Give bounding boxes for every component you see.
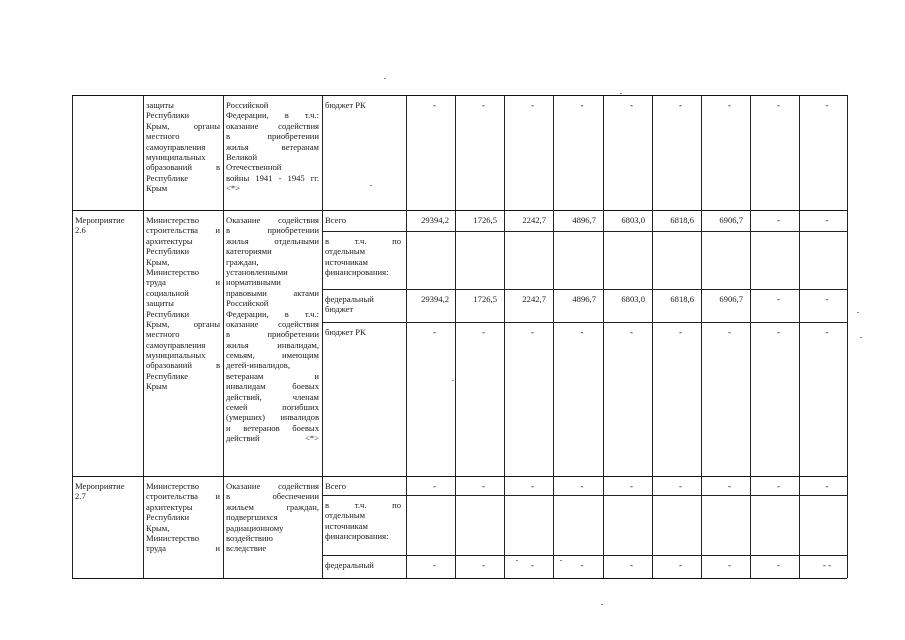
table-grid-line (799, 95, 800, 578)
measure-content-text-line: в приобретении (226, 329, 319, 340)
table-grid-line (322, 231, 847, 232)
executor-text-line: Министерство (146, 481, 199, 491)
executor-text-line: Министерство (146, 215, 199, 225)
year-value: 6906,7 (719, 215, 743, 225)
year-value: 6906,7 (719, 294, 743, 304)
measure-content-text-line: жилья инвалидам, (226, 339, 319, 350)
year-value: - (728, 327, 731, 337)
funding-source-line: Всего (325, 481, 347, 491)
scan-speck (860, 337, 862, 338)
year-value: 6818,6 (670, 294, 694, 304)
year-value: - (825, 100, 829, 110)
table-grid-line (322, 555, 847, 556)
measure-content-text-line: (умерших) инвалидов (226, 412, 319, 423)
year-value: - (531, 560, 534, 570)
measure-content-text-line: войны 1941 - 1945 гг. (226, 172, 319, 183)
year-value: - (728, 560, 731, 570)
year-value: - (777, 481, 780, 491)
measure-content-text-line: в приобретении (226, 131, 319, 142)
measure-content-text-line: вследствие (226, 543, 267, 554)
year-value: - (728, 481, 731, 491)
measure-content-text-line: в обеспечении (226, 491, 319, 502)
executor-text-line: архитектуры (146, 501, 193, 512)
measure-content-text-line: Федерации, в т.ч.: (226, 308, 319, 319)
measure-content-text-line: Российской (226, 298, 269, 309)
executor-text-line: Республики (146, 308, 190, 319)
funding-source-line: бюджет (325, 304, 354, 315)
measure-name-line: 2.6 (75, 225, 86, 236)
executor-text-line: защиты (146, 298, 174, 309)
table-grid-line (406, 95, 407, 578)
executor-text (146, 100, 220, 194)
table-grid-line (701, 95, 702, 578)
executor-text-line: Крым, (146, 256, 170, 267)
scan-speck (384, 78, 386, 79)
executor-text-line: Крым (146, 381, 168, 392)
executor-text-line: образований в (146, 360, 220, 371)
measure-content-text-line: Оказание содействия (226, 481, 319, 491)
scan-speck (560, 560, 562, 561)
year-value: 1726,5 (473, 294, 497, 304)
year-value: - (630, 481, 633, 491)
executor-text-line: местного (146, 131, 180, 142)
executor-text-line: Крым, (146, 522, 170, 533)
funding-source-line: федеральный (325, 560, 374, 570)
measure-content-text-line: детей-инвалидов, (226, 360, 291, 371)
table-grid-line (72, 95, 847, 96)
funding-source-line: источникам (325, 256, 368, 267)
funding-source-line: источникам (325, 520, 368, 531)
scan-speck (620, 93, 622, 94)
year-value: - (482, 560, 485, 570)
year-value: - (825, 215, 829, 225)
table-grid-line (322, 95, 323, 578)
funding-source-line: финансирования: (325, 531, 389, 542)
funding-source-line: финансирования: (325, 267, 389, 278)
executor-text-line: Республики (146, 512, 190, 523)
funding-source (325, 100, 401, 110)
funding-source (325, 236, 401, 278)
executor-text-line: строительства и (146, 225, 220, 236)
year-value: - (482, 100, 485, 110)
year-value: - (580, 481, 584, 491)
executor-text-line: труда и (146, 543, 220, 554)
year-value: - - (822, 560, 832, 570)
funding-source-line: бюджет РК (325, 327, 366, 337)
scan-speck (857, 312, 859, 313)
year-value: - (580, 100, 584, 110)
funding-source-line: в т.ч. по (325, 236, 401, 246)
measure-content-text-line: жильем граждан, (226, 501, 319, 512)
table-grid-line (504, 95, 505, 578)
measure-content-text-line: ветеранам и (226, 370, 319, 381)
funding-source (325, 560, 401, 570)
measure-content-text-line: действий, членам (226, 391, 319, 402)
scan-speck (452, 380, 454, 381)
funding-source-line: бюджет РК (325, 100, 366, 110)
measure-content-text-line: Отечественной (226, 162, 282, 173)
year-value: 1726,5 (473, 215, 497, 225)
executor-text-line: Крым, органы (146, 318, 220, 329)
table-grid-line (143, 95, 144, 578)
year-value: 4896,7 (572, 294, 596, 304)
executor-text-line: строительства и (146, 491, 220, 502)
measure-content-text-line: семей погибших (226, 402, 319, 413)
table-grid-line (652, 95, 653, 578)
year-value: 6803,0 (621, 215, 645, 225)
table-grid-line (322, 289, 847, 290)
table-grid-line (72, 95, 73, 578)
executor-text (146, 215, 220, 392)
measure-content-text-line: жилья отдельными (226, 235, 319, 246)
executor-text-line: Республики (146, 246, 190, 257)
year-value: - (630, 327, 633, 337)
measure-name (75, 215, 141, 236)
total-value: - (433, 100, 436, 110)
year-value: - (825, 327, 829, 337)
measure-content-text-line: граждан, (226, 256, 259, 267)
executor-text-line: самоуправления (146, 339, 206, 350)
year-value: - (679, 560, 682, 570)
year-value: - (679, 100, 682, 110)
year-value: - (825, 294, 829, 304)
measure-content-text-line: в приобретении (226, 225, 319, 236)
total-value: 29394,2 (421, 215, 449, 225)
measure-content-text-line: оказание содействия (226, 318, 319, 329)
table-grid-line (553, 95, 554, 578)
measure-name-line: Мероприятие (75, 215, 125, 225)
executor-text-line: труда и (146, 277, 220, 288)
funding-source (325, 481, 401, 491)
measure-content-text-line: оказание содействия (226, 120, 319, 131)
funding-source (325, 500, 401, 542)
measure-content-text-line: нормативными (226, 277, 281, 288)
measure-content-text-line: <*> (226, 183, 240, 194)
table-grid-line (223, 95, 224, 578)
table-grid-line (603, 95, 604, 578)
measure-content-text-line: воздействию (226, 532, 273, 543)
year-value: - (531, 481, 534, 491)
funding-source-line: отдельным (325, 510, 366, 521)
measure-name-line: 2.7 (75, 491, 86, 502)
executor-text-line: архитектуры (146, 235, 193, 246)
table-grid-line (322, 322, 847, 323)
year-value: 4896,7 (572, 215, 596, 225)
funding-source-line: Всего (325, 215, 347, 225)
year-value: - (630, 560, 633, 570)
measure-content-text-line: семьям, имеющим (226, 350, 319, 361)
year-value: - (728, 100, 731, 110)
year-value: 6803,0 (621, 294, 645, 304)
measure-content-text-line: и ветеранов боевых (226, 422, 319, 433)
measure-content-text-line: Оказание содействия (226, 215, 319, 225)
scan-speck (370, 185, 372, 186)
year-value: - (777, 100, 780, 110)
measure-content-text-line: Федерации, в т.ч.: (226, 110, 319, 121)
measure-content-text-line: подвергшихся (226, 512, 278, 523)
executor-text-line: социальной (146, 287, 189, 298)
executor-text-line: образований в (146, 162, 220, 173)
total-value: - (433, 481, 436, 491)
year-value: - (777, 327, 780, 337)
executor-text-line: Республике (146, 370, 189, 381)
total-value: - (433, 560, 436, 570)
year-value: - (482, 481, 485, 491)
table-grid-line (322, 495, 847, 496)
executor-text-line: Республики (146, 110, 190, 121)
executor-text-line: Министерство (146, 266, 199, 277)
scan-speck (601, 604, 603, 605)
measure-content-text-line: категориями (226, 246, 272, 257)
scan-speck (516, 560, 518, 561)
measure-content-text-line: радиационному (226, 522, 284, 533)
executor-text-line: муниципальных (146, 350, 206, 361)
year-value: - (580, 560, 584, 570)
funding-source-line: федеральный (325, 294, 374, 304)
year-value: - (777, 294, 780, 304)
table-grid-line (847, 95, 848, 578)
executor-text-line: Крым, органы (146, 120, 220, 131)
total-value: 29394,2 (421, 294, 449, 304)
funding-source-line: в т.ч. по (325, 500, 401, 510)
year-value: - (679, 481, 682, 491)
measure-content-text-line: установленными (226, 266, 288, 277)
year-value: - (482, 327, 485, 337)
table-grid-line (455, 95, 456, 578)
measure-content-text-line: инвалидам боевых (226, 381, 319, 392)
year-value: - (630, 100, 633, 110)
year-value: - (531, 100, 534, 110)
executor-text-line: местного (146, 329, 180, 340)
measure-name (75, 481, 141, 502)
measure-name-line: Мероприятие (75, 481, 125, 491)
measure-content-text (226, 100, 319, 194)
measure-content-text-line: правовыми актами (226, 287, 319, 298)
table-grid-line (72, 210, 847, 211)
measure-content-text-line: Великой (226, 151, 258, 162)
funding-source (325, 327, 401, 337)
executor-text-line: Министерство (146, 532, 199, 543)
year-value: - (679, 327, 682, 337)
measure-content-text (226, 215, 319, 444)
table-grid-line (72, 578, 847, 579)
executor-text (146, 481, 220, 554)
measure-content-text (226, 481, 319, 554)
year-value: 6818,6 (670, 215, 694, 225)
total-value: - (433, 327, 436, 337)
year-value: - (531, 327, 534, 337)
executor-text-line: Республике (146, 172, 189, 183)
year-value: 2242,7 (522, 294, 546, 304)
year-value: - (825, 481, 829, 491)
executor-text-line: муниципальных (146, 151, 206, 162)
year-value: - (777, 560, 780, 570)
executor-text-line: Крым (146, 183, 168, 194)
measure-content-text-line: действий <*> (226, 433, 319, 444)
funding-source-line: отдельным (325, 246, 366, 257)
year-value: 2242,7 (522, 215, 546, 225)
executor-text-line: самоуправления (146, 141, 206, 152)
table-grid-line (750, 95, 751, 578)
measure-content-text-line: Российской (226, 100, 269, 110)
table-grid-line (72, 476, 847, 477)
year-value: - (580, 327, 584, 337)
year-value: - (777, 215, 780, 225)
executor-text-line: защиты (146, 100, 174, 110)
measure-content-text-line: жилья ветеранам (226, 141, 319, 152)
